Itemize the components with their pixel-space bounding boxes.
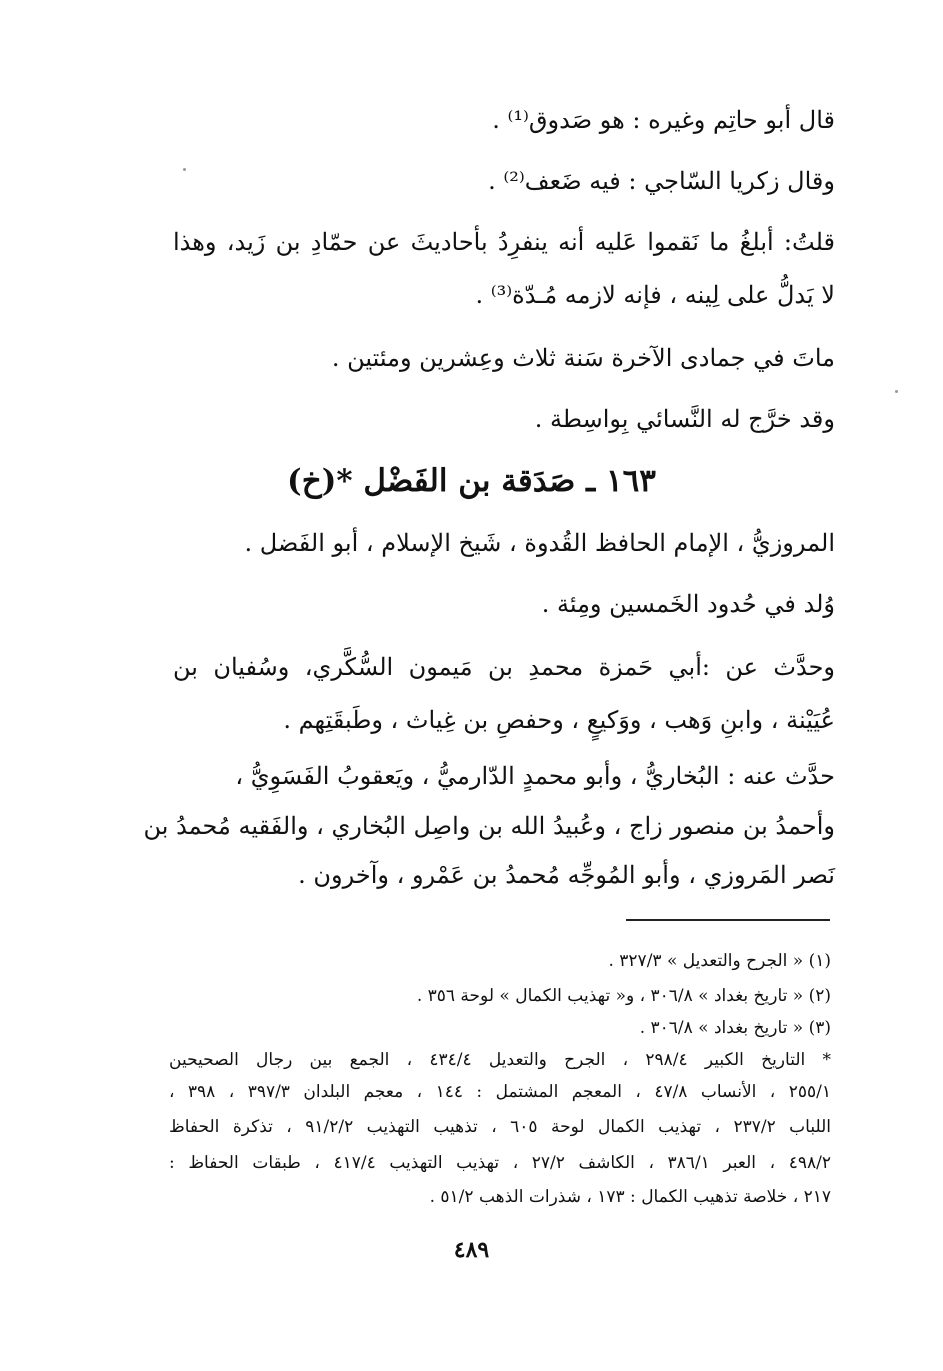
footnote-2: (٢) « تاريخ بغداد » ٣٠٦/٨ ، و« تهذيب الكمال » لوحة ٣٥٦ . (416, 986, 831, 1006)
body-line-2: وقال زكريا السّاجي : فيه ضَعف⁽²⁾ . (488, 167, 835, 195)
page-number: ٤٨٩ (453, 1237, 490, 1263)
body-line-9: وحدَّث عن :أبي حَمزة محمدِ بن مَيمون السُّكَّري، وسُفيان بن (173, 653, 835, 681)
sources-line-3: اللباب ٢٣٧/٢ ، تهذيب الكمال لوحة ٦٠٥ ، تذهيب التهذيب ٩١/٢/٢ ، تذكرة الحفاظ (169, 1117, 832, 1137)
body-line-1: قال أبو حاتِم وغيره : هو صَدوق⁽¹⁾ . (492, 106, 835, 134)
body-line-3: قلتُ: أبلغُ ما نَقموا عَليه أنه ينفرِدُ بأحاديثَ عن حمّادِ بن زَيد، وهذا (173, 228, 835, 256)
sources-line-5: ٢١٧ ، خلاصة تذهيب الكمال : ١٧٣ ، شذرات الذهب ٥١/٢ . (429, 1187, 831, 1207)
body-line-6: وقد خرَّج له النَّسائي بِواسِطة . (534, 405, 835, 433)
footnote-separator (626, 919, 830, 921)
sources-line-1: * التاريخ الكبير ٢٩٨/٤ ، الجرح والتعديل ٤٣٤/٤ ، الجمع بين رجال الصحيحين (169, 1050, 831, 1070)
body-line-11: حدَّث عنه : البُخاريُّ ، وأبو محمدٍ الدّارميُّ ، ويَعقوبُ الفَسَوِيُّ ، (235, 762, 835, 790)
scan-speck (895, 390, 898, 393)
body-line-5: ماتَ في جمادى الآخرة سَنة ثلاث وعِشرين ومئتين . (331, 344, 835, 372)
footnote-3: (٣) « تاريخ بغداد » ٣٠٦/٨ . (639, 1018, 831, 1038)
body-line-10: عُيَيْنة ، وابنِ وَهب ، ووَكيعٍ ، وحفصِ بن غِياث ، وطَبقَتِهم . (283, 706, 835, 734)
body-line-12: وأحمدُ بن منصور زاج ، وعُبيدُ الله بن واصِل البُخاري ، والفَقيه مُحمدُ بن (143, 812, 835, 840)
footnote-1: (١) « الجرح والتعديل » ٣٢٧/٣ . (608, 951, 831, 971)
sources-line-2: ٢٥٥/١ ، الأنساب ٤٧/٨ ، المعجم المشتمل : ١٤٤ ، معجم البلدان ٣٩٧/٣ ، ٣٩٨ ، (169, 1082, 831, 1102)
body-line-4: لا يَدلُّ على لِينه ، فإنه لازمه مُـدّة⁽³⁾ . (475, 281, 835, 309)
sources-line-4: ٤٩٨/٢ ، العبر ٣٨٦/١ ، الكاشف ٢٧/٢ ، تهذيب التهذيب ٤١٧/٤ ، طبقات الحفاظ : (169, 1153, 832, 1173)
body-line-7: المروزيُّ ، الإمام الحافظ القُدوة ، شَيخ الإسلام ، أبو الفَضل . (244, 529, 835, 557)
scan-speck (183, 168, 186, 171)
body-line-8: وُلد في حُدود الخَمسين ومِئة . (541, 590, 835, 618)
entry-heading: ١٦٣ ـ صَدَقة بن الفَضْل *(خ) (287, 463, 656, 499)
body-line-13: نَصر المَروزي ، وأبو المُوجِّه مُحمدُ بن عَمْرو ، وآخرون . (298, 861, 835, 889)
